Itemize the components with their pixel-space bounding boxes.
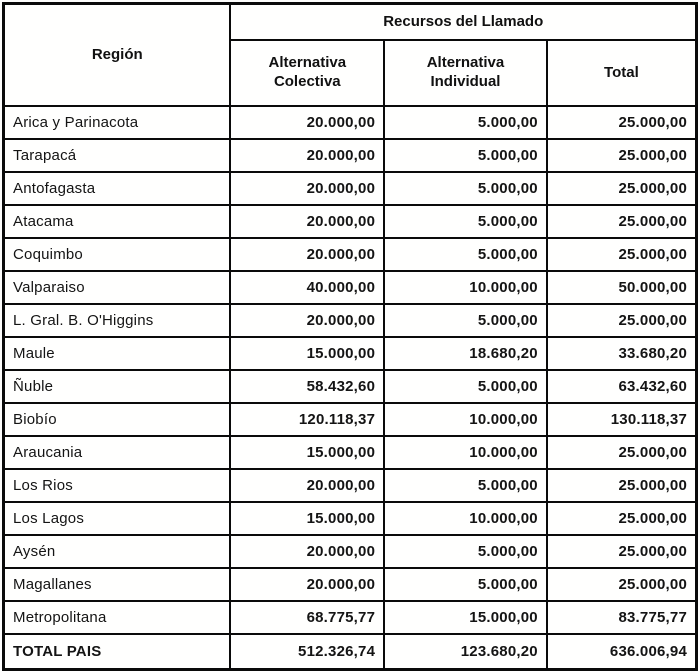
individual-cell: 5.000,00 bbox=[384, 535, 547, 568]
colectiva-cell: 20.000,00 bbox=[230, 469, 384, 502]
individual-cell: 5.000,00 bbox=[384, 106, 547, 139]
total-cell: 130.118,37 bbox=[547, 403, 697, 436]
individual-cell: 5.000,00 bbox=[384, 304, 547, 337]
total-row bbox=[4, 634, 697, 670]
table-row bbox=[4, 502, 697, 535]
total-cell: 636.006,94 bbox=[547, 634, 697, 670]
region-cell: Coquimbo bbox=[4, 238, 231, 271]
column-header-alternativa-individual: Alternativa Individual bbox=[384, 40, 547, 106]
column-header-total: Total bbox=[547, 40, 697, 106]
total-cell: 25.000,00 bbox=[547, 172, 697, 205]
individual-cell: 10.000,00 bbox=[384, 403, 547, 436]
individual-cell: 5.000,00 bbox=[384, 172, 547, 205]
region-cell: Arica y Parinacota bbox=[4, 106, 231, 139]
total-cell: 50.000,00 bbox=[547, 271, 697, 304]
individual-cell: 10.000,00 bbox=[384, 502, 547, 535]
colectiva-cell: 15.000,00 bbox=[230, 337, 384, 370]
region-cell: Los Rios bbox=[4, 469, 231, 502]
table-row bbox=[4, 370, 697, 403]
column-header-alternativa-colectiva: Alternativa Colectiva bbox=[230, 40, 384, 106]
total-cell: 33.680,20 bbox=[547, 337, 697, 370]
table-row bbox=[4, 535, 697, 568]
table-row bbox=[4, 139, 697, 172]
total-cell: 25.000,00 bbox=[547, 502, 697, 535]
individual-cell: 123.680,20 bbox=[384, 634, 547, 670]
total-cell: 25.000,00 bbox=[547, 106, 697, 139]
total-cell: 25.000,00 bbox=[547, 139, 697, 172]
colectiva-cell: 15.000,00 bbox=[230, 436, 384, 469]
table-row bbox=[4, 106, 697, 139]
colectiva-cell: 20.000,00 bbox=[230, 304, 384, 337]
region-column-header: Región bbox=[4, 4, 231, 107]
table-row bbox=[4, 238, 697, 271]
colectiva-cell: 20.000,00 bbox=[230, 205, 384, 238]
total-cell: 25.000,00 bbox=[547, 205, 697, 238]
table-row bbox=[4, 469, 697, 502]
table-row bbox=[4, 601, 697, 634]
colectiva-cell: 68.775,77 bbox=[230, 601, 384, 634]
colectiva-cell: 512.326,74 bbox=[230, 634, 384, 670]
colectiva-cell: 120.118,37 bbox=[230, 403, 384, 436]
colectiva-cell: 20.000,00 bbox=[230, 238, 384, 271]
individual-cell: 5.000,00 bbox=[384, 469, 547, 502]
region-cell: Araucania bbox=[4, 436, 231, 469]
colectiva-cell: 20.000,00 bbox=[230, 139, 384, 172]
group-header-recursos: Recursos del Llamado bbox=[230, 4, 696, 41]
colectiva-cell: 58.432,60 bbox=[230, 370, 384, 403]
table-body bbox=[4, 106, 697, 670]
region-cell: Aysén bbox=[4, 535, 231, 568]
region-cell: Magallanes bbox=[4, 568, 231, 601]
total-cell: 83.775,77 bbox=[547, 601, 697, 634]
region-cell: Valparaiso bbox=[4, 271, 231, 304]
individual-cell: 5.000,00 bbox=[384, 568, 547, 601]
total-cell: 25.000,00 bbox=[547, 238, 697, 271]
individual-cell: 5.000,00 bbox=[384, 205, 547, 238]
colectiva-cell: 40.000,00 bbox=[230, 271, 384, 304]
resources-table bbox=[2, 2, 698, 671]
region-cell: L. Gral. B. O'Higgins bbox=[4, 304, 231, 337]
colectiva-cell: 20.000,00 bbox=[230, 568, 384, 601]
table-row bbox=[4, 337, 697, 370]
region-cell: Biobío bbox=[4, 403, 231, 436]
colectiva-cell: 20.000,00 bbox=[230, 535, 384, 568]
region-cell: Los Lagos bbox=[4, 502, 231, 535]
total-cell: 25.000,00 bbox=[547, 535, 697, 568]
region-cell: Antofagasta bbox=[4, 172, 231, 205]
region-cell: Tarapacá bbox=[4, 139, 231, 172]
table-row bbox=[4, 436, 697, 469]
table-row bbox=[4, 568, 697, 601]
total-cell: 25.000,00 bbox=[547, 469, 697, 502]
individual-cell: 5.000,00 bbox=[384, 238, 547, 271]
table-row bbox=[4, 205, 697, 238]
table-row bbox=[4, 271, 697, 304]
individual-cell: 18.680,20 bbox=[384, 337, 547, 370]
table-row bbox=[4, 172, 697, 205]
region-cell: Metropolitana bbox=[4, 601, 231, 634]
total-cell: 25.000,00 bbox=[547, 304, 697, 337]
colectiva-cell: 20.000,00 bbox=[230, 106, 384, 139]
individual-cell: 5.000,00 bbox=[384, 139, 547, 172]
colectiva-cell: 15.000,00 bbox=[230, 502, 384, 535]
region-cell: TOTAL PAIS bbox=[4, 634, 231, 670]
table-row bbox=[4, 304, 697, 337]
total-cell: 25.000,00 bbox=[547, 436, 697, 469]
table-row bbox=[4, 403, 697, 436]
region-cell: Ñuble bbox=[4, 370, 231, 403]
total-cell: 63.432,60 bbox=[547, 370, 697, 403]
individual-cell: 5.000,00 bbox=[384, 370, 547, 403]
individual-cell: 10.000,00 bbox=[384, 271, 547, 304]
individual-cell: 15.000,00 bbox=[384, 601, 547, 634]
individual-cell: 10.000,00 bbox=[384, 436, 547, 469]
table-header bbox=[4, 4, 697, 107]
region-cell: Maule bbox=[4, 337, 231, 370]
colectiva-cell: 20.000,00 bbox=[230, 172, 384, 205]
total-cell: 25.000,00 bbox=[547, 568, 697, 601]
region-cell: Atacama bbox=[4, 205, 231, 238]
